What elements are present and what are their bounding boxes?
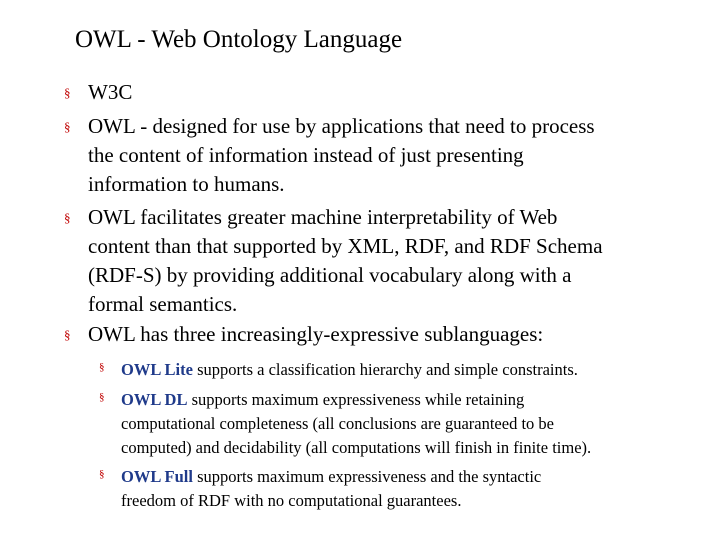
keyword-owl-full: OWL Full xyxy=(121,467,193,486)
bullet-line: (RDF-S) by providing additional vocabulary along with a xyxy=(88,263,572,287)
sub-bullet-text xyxy=(121,388,711,460)
bullet-text xyxy=(88,112,698,199)
bullet-line: information to humans. xyxy=(88,172,285,196)
bullet-text xyxy=(88,203,698,319)
bullet-line: OWL has three increasingly-expressive sublanguages: xyxy=(88,322,544,346)
bullet-marker-icon: § xyxy=(64,210,71,225)
line-text: supports maximum expressiveness and the syntactic xyxy=(192,467,542,486)
bullet-marker-icon: § xyxy=(99,468,105,480)
bullet-line: OWL - designed for use by applications that need to process xyxy=(88,114,595,138)
bullet-marker-icon: § xyxy=(64,85,71,100)
bullet-marker-icon: § xyxy=(99,361,105,373)
bullet-line xyxy=(121,358,711,382)
bullet-marker-icon: § xyxy=(64,119,71,134)
line-text: supports a classification hierarchy and simple constraints. xyxy=(192,360,578,379)
bullet-line: W3C xyxy=(88,80,133,104)
bullet-line xyxy=(121,465,711,489)
line-text: supports maximum expressiveness while retaining xyxy=(187,390,525,409)
bullet-line: the content of information instead of just presenting xyxy=(88,143,524,167)
bullet-line: freedom of RDF with no computational guarantees. xyxy=(121,491,462,510)
slide-title: OWL - Web Ontology Language xyxy=(75,26,403,53)
sub-bullet-text xyxy=(121,358,711,382)
bullet-marker-icon: § xyxy=(64,327,71,342)
bullet-text xyxy=(88,320,698,349)
keyword-owl-dl: OWL DL xyxy=(121,390,188,409)
bullet-text xyxy=(88,78,698,107)
bullet-line: formal semantics. xyxy=(88,292,238,316)
bullet-line: OWL facilitates greater machine interpretability of Web xyxy=(88,205,558,229)
sub-bullet-text xyxy=(121,465,711,513)
bullet-marker-icon: § xyxy=(99,391,105,403)
bullet-line: computational completeness (all conclusions are guaranteed to be xyxy=(121,414,554,433)
bullet-line: content than that supported by XML, RDF, and RDF Schema xyxy=(88,234,603,258)
keyword-owl-lite: OWL Lite xyxy=(121,360,193,379)
bullet-line: computed) and decidability (all computations will finish in finite time). xyxy=(121,438,592,457)
bullet-line xyxy=(121,388,711,412)
